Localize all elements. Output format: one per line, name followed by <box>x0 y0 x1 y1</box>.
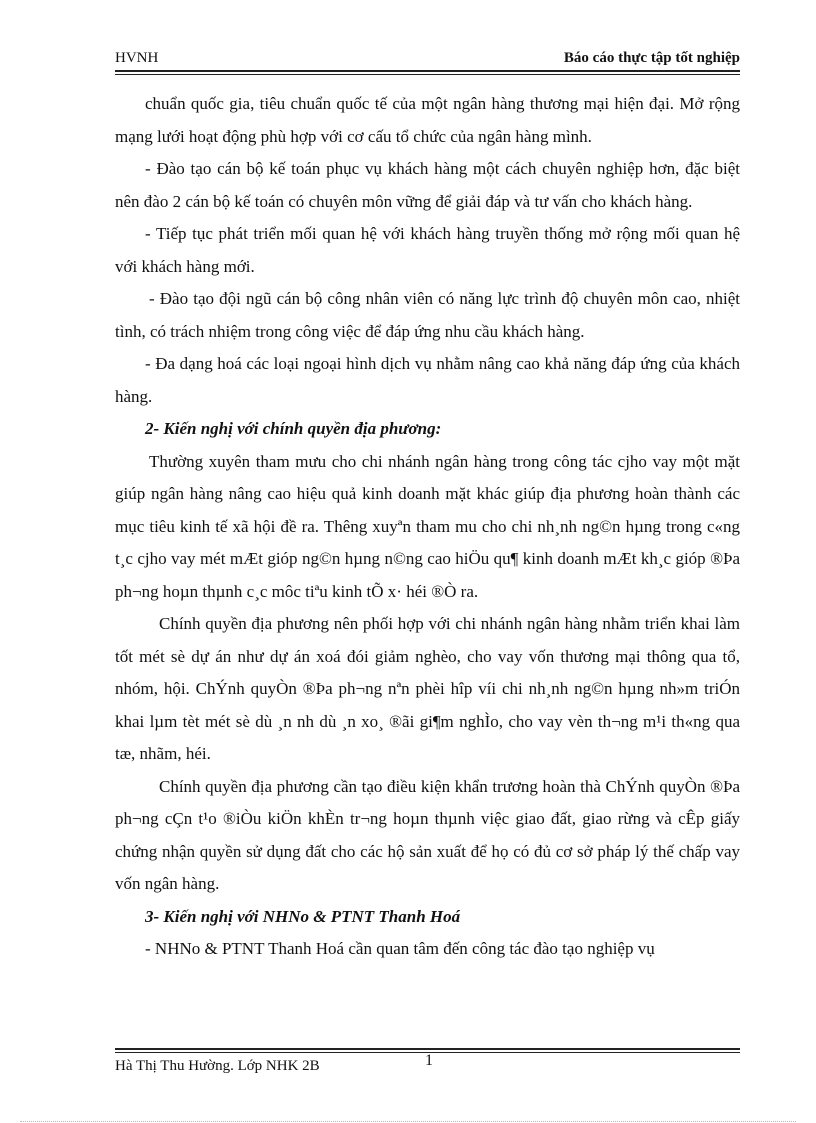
page-header <box>115 48 740 70</box>
footer-rule-thick <box>115 1048 740 1050</box>
section-heading-2: 2- Kiến nghị với chính quyền địa phương: <box>145 419 442 438</box>
header-right-title: Báo cáo thực tập tốt nghiệp <box>563 50 740 66</box>
header-rule-thin <box>115 74 740 75</box>
document-body <box>115 88 740 966</box>
paragraph-3: - Tiếp tục phát triển mối quan hệ với khách hàng truyền thống mở rộng mối quan hệ với khách hàng mới. <box>115 224 740 276</box>
page-bottom-divider <box>20 1121 796 1122</box>
paragraph-7: Chính quyền địa phương nên phối hợp với chi nhánh ngân hàng nhằm triển khai làm tốt mét sè dự án như dự án xoá đói giảm nghèo, cho vay vốn thương mại thông qua tổ, nhóm, hội. ChÝnh quyÒn ®Þa ph¬ng nªn phèi hîp víi chi nh¸nh ng©n hµng nh»m triÓn khai lµm tèt mét sè dù ¸n nh dù ¸n xo¸ ®ãi gi¶m nghÌo, cho vay vèn th¬ng m¹i th«ng qua tæ, nhãm, héi. <box>115 614 740 763</box>
paragraph-6: Thường xuyên tham mưu cho chi nhánh ngân hàng trong công tác cjho vay một mặt giúp ngân hàng nâng cao hiệu quả kinh doanh mặt khác giúp địa phương hoàn thành các mục tiêu kinh tế xã hội đề ra. Thêng xuyªn tham mu cho chi nh¸nh ng©n hµng trong c«ng t¸c cjho vay mét mÆt gióp ng©n hµng n©ng cao hiÖu qu¶ kinh doanh mÆt kh¸c gióp ®Þa ph¬ng hoµn thµnh c¸c môc tiªu kinh tÕ x· héi ®Ò ra. <box>115 451 740 601</box>
header-left-label: HVNH <box>115 50 159 66</box>
paragraph-5: - Đa dạng hoá các loại ngoại hình dịch vụ nhằm nâng cao khả năng đáp ứng của khách hàng. <box>115 354 740 406</box>
paragraph-2: - Đào tạo cán bộ kế toán phục vụ khách hàng một cách chuyên nghiệp hơn, đặc biệt nên đào 2 cán bộ kế toán có chuyên môn vững để giải đáp và tư vấn cho khách hàng. <box>115 159 740 211</box>
paragraph-9: - NHNo & PTNT Thanh Hoá cần quan tâm đến công tác đào tạo nghiệp vụ <box>145 939 655 958</box>
page-number: 1 <box>425 1052 433 1069</box>
paragraph-4: - Đào tạo đội ngũ cán bộ công nhân viên có năng lực trình độ chuyên môn cao, nhiệt tình, có trách nhiệm trong công việc để đáp ứng nhu cầu khách hàng. <box>115 289 740 341</box>
section-heading-3: 3- Kiến nghị với NHNo & PTNT Thanh Hoá <box>145 906 461 926</box>
header-rule-thick <box>115 70 740 72</box>
paragraph-8: Chính quyền địa phương cần tạo điều kiện khẩn trương hoàn thà ChÝnh quyÒn ®Þa ph¬ng cÇn t¹o ®iÒu kiÖn khÈn tr¬ng hoµn thµnh việc giao đất, giao rừng và cÊp giấy chứng nhận quyền sử dụng đất cho các hộ sản xuất để họ có đủ cơ sở pháp lý thế chấp vay vốn ngân hàng. <box>115 776 740 893</box>
footer-author: Hà Thị Thu Hường. Lớp NHK 2B <box>115 1058 320 1074</box>
paragraph-1: chuẩn quốc gia, tiêu chuẩn quốc tế của một ngân hàng thương mại hiện đại. Mở rộng mạng lưới hoạt động phù hợp với cơ cấu tổ chức của ngân hàng mình. <box>115 94 740 146</box>
